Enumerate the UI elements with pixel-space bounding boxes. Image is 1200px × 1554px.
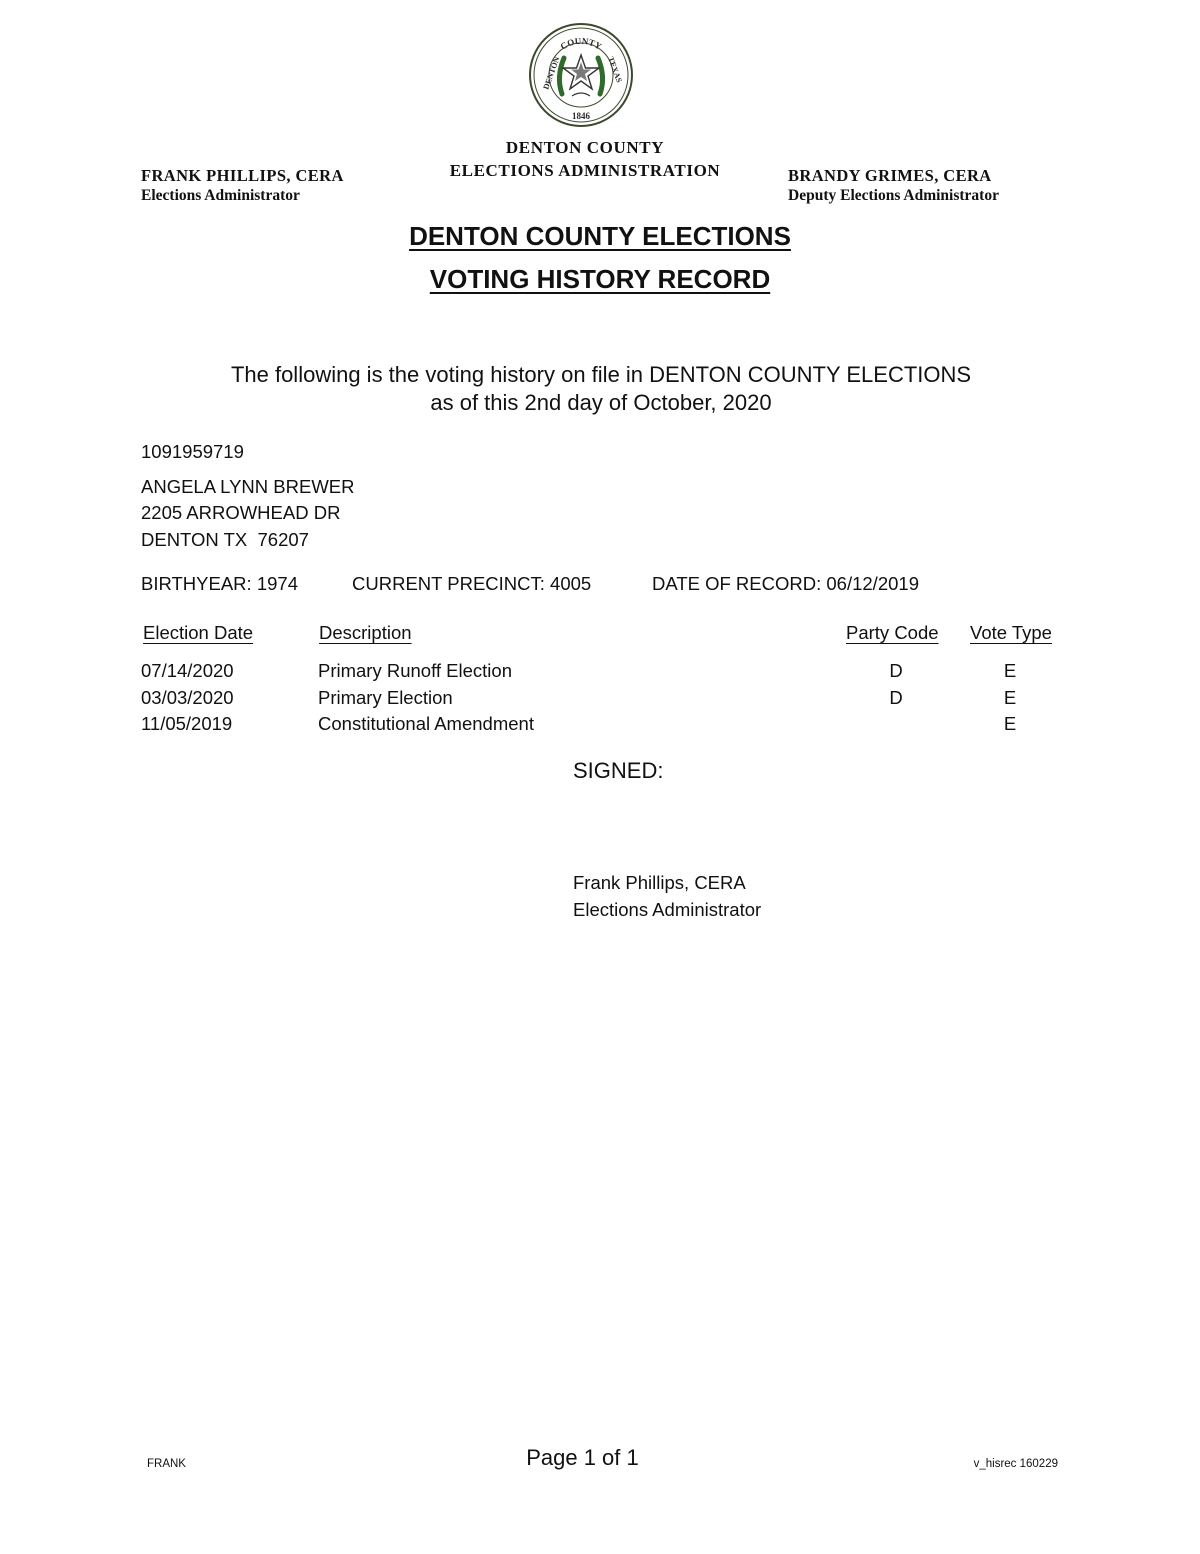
col-vote-type: Vote Type xyxy=(970,622,1052,643)
voter-birthyear: BIRTHYEAR: 1974 xyxy=(141,573,298,594)
doc-title-line1: DENTON COUNTY ELECTIONS xyxy=(409,221,791,251)
header-center-line1: DENTON COUNTY xyxy=(505,138,665,157)
voter-precinct: CURRENT PRECINCT: 4005 xyxy=(352,573,592,594)
seal-top-text: COUNTY xyxy=(558,35,604,52)
footer-left: FRANK xyxy=(147,1458,186,1470)
voter-date-of-record: DATE OF RECORD: 06/12/2019 xyxy=(652,573,919,594)
row-description: Primary Runoff Election xyxy=(318,660,512,681)
signed-label: SIGNED: xyxy=(573,758,664,783)
voter-name: ANGELA LYNN BREWER xyxy=(141,476,355,497)
row-description: Primary Election xyxy=(318,687,453,708)
row-date: 07/14/2020 xyxy=(141,660,234,681)
seal-year: 1846 xyxy=(572,111,590,121)
seal-graphic xyxy=(528,22,634,128)
col-description: Description xyxy=(319,622,412,643)
row-vote-type: E xyxy=(1003,713,1017,734)
row-date: 03/03/2020 xyxy=(141,687,234,708)
voter-id: 1091959719 xyxy=(141,441,244,462)
intro-line2: as of this 2nd day of October, 2020 xyxy=(430,390,772,415)
voter-address-line2: DENTON TX 76207 xyxy=(141,529,309,550)
col-election-date: Election Date xyxy=(143,622,254,643)
voter-address-line1: 2205 ARROWHEAD DR xyxy=(141,502,341,523)
row-vote-type: E xyxy=(1003,660,1017,681)
header-left-name: FRANK PHILLIPS, CERA xyxy=(141,166,344,185)
county-seal xyxy=(528,22,634,128)
seal-left-text: DENTON xyxy=(541,55,562,91)
row-vote-type: E xyxy=(1003,687,1017,708)
header-left-title: Elections Administrator xyxy=(141,187,300,204)
footer-form-code: v_hisrec 160229 xyxy=(973,1458,1058,1470)
signer-title: Elections Administrator xyxy=(573,899,762,920)
row-party: D xyxy=(889,660,903,681)
row-date: 11/05/2019 xyxy=(141,713,233,734)
seal-right-text: TEXAS xyxy=(606,55,624,84)
header-center-line2: ELECTIONS ADMINISTRATION xyxy=(449,161,721,180)
doc-title-line2: VOTING HISTORY RECORD xyxy=(429,264,771,294)
signer-name: Frank Phillips, CERA xyxy=(573,872,746,893)
intro-line1: The following is the voting history on file in DENTON COUNTY ELECTIONS xyxy=(230,362,972,387)
header-right-title: Deputy Elections Administrator xyxy=(788,187,999,204)
row-party: D xyxy=(889,687,903,708)
header-right-name: BRANDY GRIMES, CERA xyxy=(788,166,992,185)
col-party-code: Party Code xyxy=(846,622,939,643)
row-description: Constitutional Amendment xyxy=(318,713,534,734)
page-number: Page 1 of 1 xyxy=(526,1445,639,1470)
